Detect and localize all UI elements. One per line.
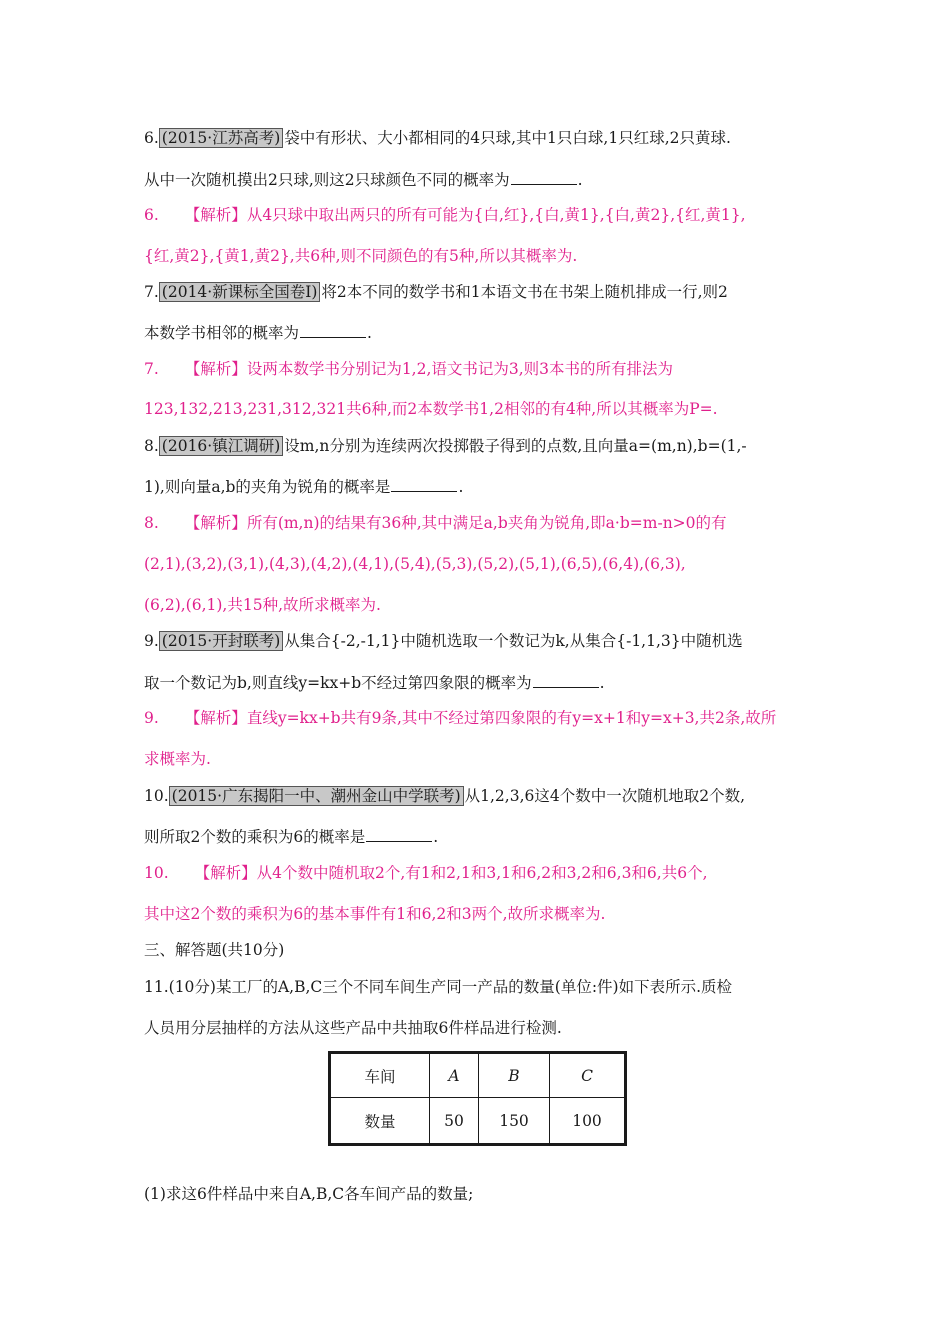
solution-text: 设两本数学书分别记为1,2,语文书记为3,则3本书的所有排法为 xyxy=(246,360,674,378)
problem-number: 6. xyxy=(144,129,159,147)
problem-text: (1)求这6件样品中来自A,B,C各车间产品的数量; xyxy=(144,1185,474,1203)
problem-8-line-2: 1),则向量a,b的夹角为锐角的概率是 . xyxy=(144,478,464,496)
solution-7-line-2 xyxy=(144,399,718,419)
solution-7-line-1 xyxy=(144,359,673,379)
solution-8-line-1 xyxy=(144,513,727,533)
table-header-cell: B xyxy=(479,1053,550,1098)
solution-9-line-1 xyxy=(144,708,776,728)
solution-10-line-2 xyxy=(144,904,605,924)
solution-text: (2,1),(3,2),(3,1),(4,3),(4,2),(4,1),(5,4),(5,3),(5,2),(5,1),(6,5),(6,4),(6,3), xyxy=(144,555,686,573)
problem-7-line-1 xyxy=(144,282,728,302)
problem-text: 则所取2个数的乘积为6的概率是 xyxy=(144,828,366,846)
answer-blank xyxy=(391,477,457,492)
solution-10-line-1 xyxy=(144,863,708,883)
solution-8-line-2 xyxy=(144,554,686,574)
solution-label: 【解析】 xyxy=(184,514,247,532)
table-row xyxy=(330,1098,626,1145)
problem-text: 1),则向量a,b的夹角为锐角的概率是 xyxy=(144,478,391,496)
table-cell: 数量 xyxy=(330,1098,430,1145)
answer-blank xyxy=(366,827,432,842)
source-tag: (2015·江苏高考) xyxy=(159,128,283,148)
problem-7-line-2: 本数学书相邻的概率为 . xyxy=(144,324,372,342)
problem-11-line-2 xyxy=(144,1018,562,1038)
problem-text: 袋中有形状、大小都相同的4只球,其中1只白球,1只红球,2只黄球. xyxy=(284,129,731,147)
solution-label: 【解析】 xyxy=(184,360,247,378)
solution-text: 123,132,213,231,312,321共6种,而2本数学书1,2相邻的有4种,所以其概率为P=. xyxy=(144,400,718,418)
table-cell: 150 xyxy=(479,1098,550,1145)
solution-6-line-1 xyxy=(144,205,746,225)
solution-9-line-2 xyxy=(144,749,211,769)
table-header-cell: 车间 xyxy=(330,1053,430,1098)
problem-text: 人员用分层抽样的方法从这些产品中共抽取6件样品进行检测. xyxy=(144,1019,562,1037)
solution-number: 8. xyxy=(144,514,159,532)
source-tag: (2016·镇江调研) xyxy=(159,436,283,456)
problem-text: 本数学书相邻的概率为 xyxy=(144,324,300,342)
solution-text: 直线y=kx+b共有9条,其中不经过第四象限的有y=x+1和y=x+3,共2条,故所 xyxy=(246,709,777,727)
problem-number: 7. xyxy=(144,283,159,301)
problem-8-line-1 xyxy=(144,436,747,456)
solution-number: 6. xyxy=(144,206,159,224)
problem-text: 设m,n分别为连续两次投掷骰子得到的点数,且向量a=(m,n),b=(1,- xyxy=(284,437,747,455)
solution-text: 所有(m,n)的结果有36种,其中满足a,b夹角为锐角,即a·b=m-n>0的有 xyxy=(246,514,727,532)
problem-number: 9. xyxy=(144,632,159,650)
problem-text: 取一个数记为b,则直线y=kx+b不经过第四象限的概率为 xyxy=(144,674,532,692)
source-tag: (2015·广东揭阳一中、潮州金山中学联考) xyxy=(169,786,464,806)
answer-blank xyxy=(511,170,577,185)
problem-6-line-1 xyxy=(144,128,731,148)
table-cell: 100 xyxy=(550,1098,626,1145)
problem-10-line-2: 则所取2个数的乘积为6的概率是 . xyxy=(144,828,439,846)
solution-number: 7. xyxy=(144,360,159,378)
source-tag: (2014·新课标全国卷Ⅰ) xyxy=(159,282,321,302)
solution-text: 求概率为. xyxy=(144,750,211,768)
table-row xyxy=(330,1053,626,1098)
section-heading xyxy=(144,940,284,960)
solution-text: 从4只球中取出两只的所有可能为{白,红},{白,黄1},{白,黄2},{红,黄1}, xyxy=(246,206,746,224)
problem-number: 10. xyxy=(144,787,169,805)
problem-text: 11.(10分)某工厂的A,B,C三个不同车间生产同一产品的数量(单位:件)如下表所示.质检 xyxy=(144,978,733,996)
problem-text: 从中一次随机摸出2只球,则这2只球颜色不同的概率为 xyxy=(144,171,510,189)
problem-text: 从1,2,3,6这4个数中一次随机地取2个数, xyxy=(464,787,746,805)
problem-text: 从集合{-2,-1,1}中随机选取一个数记为k,从集合{-1,1,3}中随机选 xyxy=(284,632,743,650)
solution-label: 【解析】 xyxy=(184,709,247,727)
section-title: 三、解答题(共10分) xyxy=(144,941,285,959)
solution-number: 10. xyxy=(144,864,169,882)
source-tag: (2015·开封联考) xyxy=(159,631,283,651)
answer-blank xyxy=(300,323,366,338)
problem-10-line-1 xyxy=(144,786,745,806)
problem-11-line-1 xyxy=(144,977,732,997)
solution-text: {红,黄2},{黄1,黄2},共6种,则不同颜色的有5种,所以其概率为. xyxy=(144,247,578,265)
problem-9-line-2: 取一个数记为b,则直线y=kx+b不经过第四象限的概率为 . xyxy=(144,674,605,692)
solution-8-line-3 xyxy=(144,595,381,615)
solution-label: 【解析】 xyxy=(184,206,247,224)
solution-text: 从4个数中随机取2个,有1和2,1和3,1和6,2和3,2和6,3和6,共6个, xyxy=(256,864,708,882)
solution-text: 其中这2个数的乘积为6的基本事件有1和6,2和3两个,故所求概率为. xyxy=(144,905,606,923)
problem-6-line-2: 从中一次随机摸出2只球,则这2只球颜色不同的概率为 . xyxy=(144,171,583,189)
answer-blank xyxy=(533,673,599,688)
solution-label: 【解析】 xyxy=(194,864,257,882)
solution-number: 9. xyxy=(144,709,159,727)
solution-text: (6,2),(6,1),共15种,故所求概率为. xyxy=(144,596,381,614)
problem-number: 8. xyxy=(144,437,159,455)
problem-9-line-1 xyxy=(144,631,743,651)
table-cell: 50 xyxy=(430,1098,479,1145)
table-header-cell: C xyxy=(550,1053,626,1098)
production-table xyxy=(328,1051,627,1146)
problem-text: 将2本不同的数学书和1本语文书在书架上随机排成一行,则2 xyxy=(321,283,728,301)
problem-11-question-1 xyxy=(144,1184,473,1204)
solution-6-line-2 xyxy=(144,246,577,266)
table-header-cell: A xyxy=(430,1053,479,1098)
